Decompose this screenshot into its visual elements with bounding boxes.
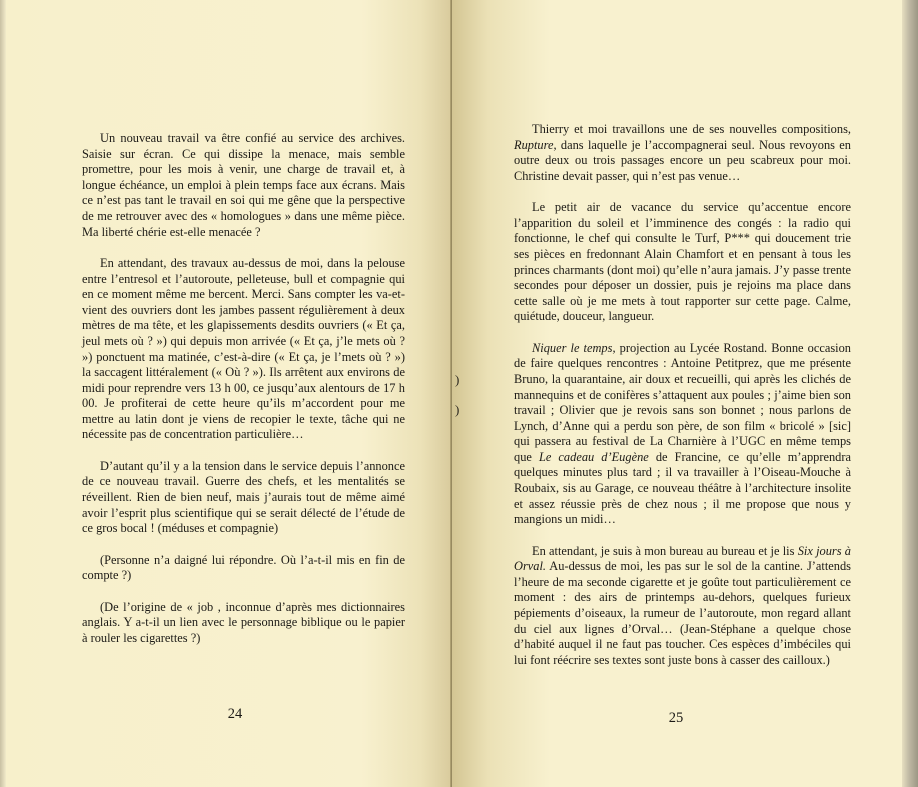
left-page-text (82, 131, 405, 662)
right-paragraph-4-rest: Au-dessus de moi, les pas sur le sol de la cantine. J’attends l’heure de ma seconde cigarette et je goûte tout particulièrement ce moment : des airs de printemps au-dehors, quelques furieux pépiements d’oiseaux, la rumeur de l’autoroute, mon regard allant du ciel aux lignes d’Orval… (Jean-Stéphane a quelque chose d’habité auquel il ne faut pas toucher. Ces espèces d’imbéciles qui lui font réécrire ses textes sont juste bons à casser des cailloux.) (514, 559, 851, 667)
right-paragraph-2: Le petit air de vacance du service qu’accentue encore l’apparition du soleil et l’imminence des congés : la radio qui fonctionne, le chef qui consulte le Turf, P*** qui doucement trie ses pièces en fredonnant Alain Chamfort et en pensant à tous les princes charmants (dont moi) qu’elle n’aura jamais. J’y passe trente secondes pour déposer un dossier, puis je rejoins ma place dans cette salle où je me mets à tout rapporter sur cette page. Calme, quiétude, douceur, langueur. (514, 200, 851, 324)
right-paragraph-4-text: En attendant, je suis à mon bureau au bureau et je lis (532, 543, 798, 558)
left-page-edge (0, 0, 6, 787)
niquer-le-temps-title: Niquer le temps, (532, 340, 616, 355)
left-page-number: 24 (227, 706, 243, 722)
left-paragraph-4: (Personne n’a daigné lui répondre. Où l’a-t-il mis en fin de compte ?) (82, 552, 405, 583)
right-paragraph-4 (514, 544, 851, 669)
gutter-mark: ) (455, 372, 460, 387)
left-paragraph-3: D’autant qu’il y a la tension dans le service depuis l’annonce de ce nouveau travail. Guerre des chefs, et les mentalités se réveillent. Rien de bien neuf, mais j’aurais tout de même aimé avoir l’esprit plus scientifique qui se serait délecté de l’étude de ce gros bocal ! (méduses et compagnie) (82, 458, 405, 536)
left-paragraph-2: En attendant, des travaux au-dessus de moi, dans la pelouse entre l’entresol et l’autoroute, pelleteuse, bull et compagnie qui en ce moment même me bercent. Merci. Sans compter les va-et-vient des ouvriers dont les jambes passent régulièrement à deux mètres de ma tête, et les glapissements desdits ouvriers (« Et ça, jeul mets où ? ») qui depuis mon arrivée (« Et ça, j’le mets où ? ») ponctuent ma matinée, c’est-à-dire (« Et ça, je l’mets où ? ») la saccagent littéralement (« Où ? »). Ils arrêtent aux environs de midi pour reprendre vers 13 h 00, ce jusqu’aux alentours de 17 h 00. Je profiterai de cette heure qu’ils m’accordent pour me mettre au latin dont je viens de recopier le texte, tâche qui ne nécessite pas de concentration particulière… (82, 255, 405, 442)
right-paragraph-1-rest: dans laquelle je l’accompagnerai seul. Nous revoyons en outre deux ou trois passages encore un peu scabreux pour moi. Christine devait passer, qui n’est pas venue… (514, 137, 851, 183)
right-paragraph-1-text: Thierry et moi travaillons une de ses nouvelles compositions, (532, 122, 851, 136)
right-paragraph-1 (514, 122, 851, 184)
right-page-number: 25 (668, 710, 684, 726)
left-paragraph-5: (De l’origine de « job , inconnue d’après mes dictionnaires anglais. Y a-t-il un lien avec le personnage biblique ou le papier à rouler les cigarettes ?) (82, 599, 405, 645)
left-page (0, 0, 452, 787)
cadeau-eugene-title: Le cadeau d’Eugène (538, 449, 649, 464)
left-paragraph-1: Un nouveau travail va être confié au service des archives. Saisie sur écran. Ce qui dissipe la menace, mais semble promettre, pour les mois à venir, une charge de travail et, à longue échéance, un emploi à plein temps face aux écrans. Mais ce n’est pas tant le travail en soi qui me gêne que la perspective de me retrouver avec des « homologues » dans une même pièce. Ma liberté chérie est-elle menacée ? (82, 131, 405, 239)
right-page-edge (902, 0, 918, 787)
right-paragraph-3 (514, 341, 851, 528)
right-page-text (514, 122, 851, 684)
right-paragraph-3-rest: de Francine, ce qu’elle m’apprendra quelques minutes plus tard ; il va travailler à l’Oiseau-Mouche à Roubaix, sis au Garage, ce nouveau théâtre à l’architecture insolite et assez réussie près de chez nous ; il me propose que nous y mangions un midi… (514, 449, 852, 527)
right-page (452, 0, 902, 787)
rupture-title: Rupture, (514, 137, 557, 152)
right-paragraph-3-text: projection au Lycée Rostand. Bonne occasion de faire quelques rencontres : Antoine Petitprez, que me présente Bruno, la quarantaine, air doux et recueilli, qui après les clichés de mannequins et de conifères s’attaquent aux poules ; j’aime bien son travail ; Olivier que je revois sans son bonnet ; nous parlons de Lynch, d’Anne qui a perdu son père, de son film « bricolé » [sic] qui passera au festival de La Charnière à l’UGC en même temps que (514, 340, 851, 464)
gutter-mark: ) (455, 402, 460, 417)
six-jours-orval-title: Six jours à Orval. (514, 543, 851, 574)
